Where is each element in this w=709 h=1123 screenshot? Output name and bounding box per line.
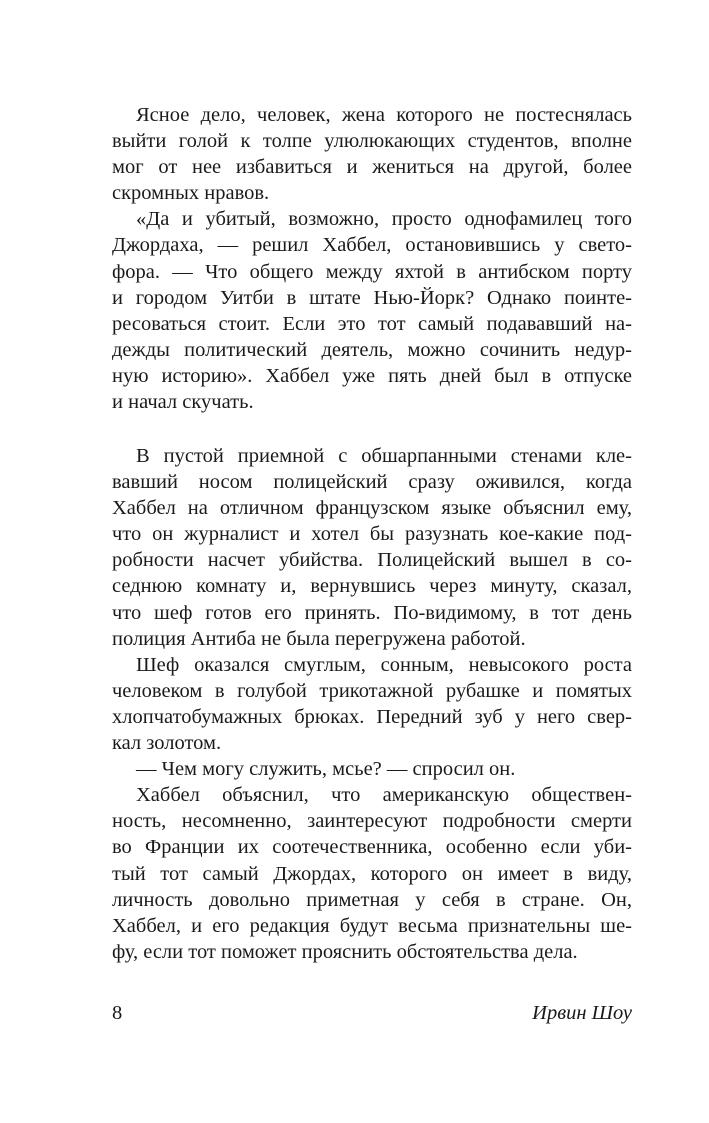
text-line: Ясное дело, человек, жена которого не постеснялась <box>136 104 632 126</box>
text-line: скромных нравов. <box>112 182 270 205</box>
text-line: В пустой приемной с обшарпанными стенами кле- <box>136 445 632 467</box>
text-line: кал золотом. <box>112 732 222 755</box>
text-line: вавший носом полицейский сразу оживился, когда <box>112 471 632 494</box>
text-line: выйти голой к толпе улюлюкающих студентов, вполне <box>112 130 632 153</box>
text-line: хлопчатобумажных брюках. Передний зуб у него свер- <box>112 705 632 728</box>
text-line: Хаббел объяснил, что американскую обществен- <box>136 784 632 807</box>
text-block-1 <box>112 102 632 415</box>
text-line: — Чем могу служить, мсье? — спросил он. <box>136 758 516 781</box>
text-line: Джордаха, — решил Хаббел, остановившись у свето- <box>112 234 632 257</box>
text-line: ресоваться стоит. Если это тот самый подававший на- <box>112 312 632 335</box>
text-line: что шеф готов его принять. По-видимому, в тот день <box>112 601 632 624</box>
text-line: ность, несомненно, заинтересуют подробности смерти <box>112 810 632 833</box>
text-line: Хаббел, и его редакция будут весьма признательны ше- <box>112 914 632 937</box>
text-line: Шеф оказался смуглым, сонным, невысокого роста <box>136 653 632 676</box>
text-line: полиция Антиба не была перегружена работой. <box>112 627 526 650</box>
page-footer <box>112 1000 632 1026</box>
text-line: мог от нее избавиться и жениться на другой, более <box>112 156 632 179</box>
text-line: и городом Уитби в штате Нью-Йорк? Однако поинте- <box>112 286 632 309</box>
running-author: Ирвин Шоу <box>532 1002 632 1024</box>
text-line: что он журналист и хотел бы разузнать кое-какие под- <box>112 523 632 546</box>
text-line: личность довольно приметная у себя в стране. Он, <box>112 888 632 911</box>
text-line: Хаббел на отличном французском языке объяснил ему, <box>112 497 632 520</box>
text-line: робности насчет убийства. Полицейский вышел в со- <box>112 549 632 572</box>
text-line: и начал скучать. <box>112 391 254 414</box>
text-line: дежды политический деятель, можно сочинить недур- <box>112 338 632 361</box>
text-line: тый тот самый Джордах, которого он имеет в виду, <box>112 862 632 885</box>
text-line: фора. — Что общего между яхтой в антибском порту <box>112 260 632 283</box>
text-line: человеком в голубой трикотажной рубашке и помятых <box>112 679 632 702</box>
text-line: во Франции их соотечественника, особенно если уби- <box>112 836 632 859</box>
text-line: «Да и убитый, возможно, просто однофамилец того <box>136 208 632 231</box>
text-line: фу, если тот поможет прояснить обстоятельства дела. <box>112 940 578 963</box>
text-block-2 <box>112 443 632 965</box>
text-line: ную историю». Хаббел уже пять дней был в отпуске <box>112 364 632 387</box>
page-number: 8 <box>112 1002 123 1024</box>
text-line: седнюю комнату и, вернувшись через минуту, сказал, <box>112 575 632 598</box>
